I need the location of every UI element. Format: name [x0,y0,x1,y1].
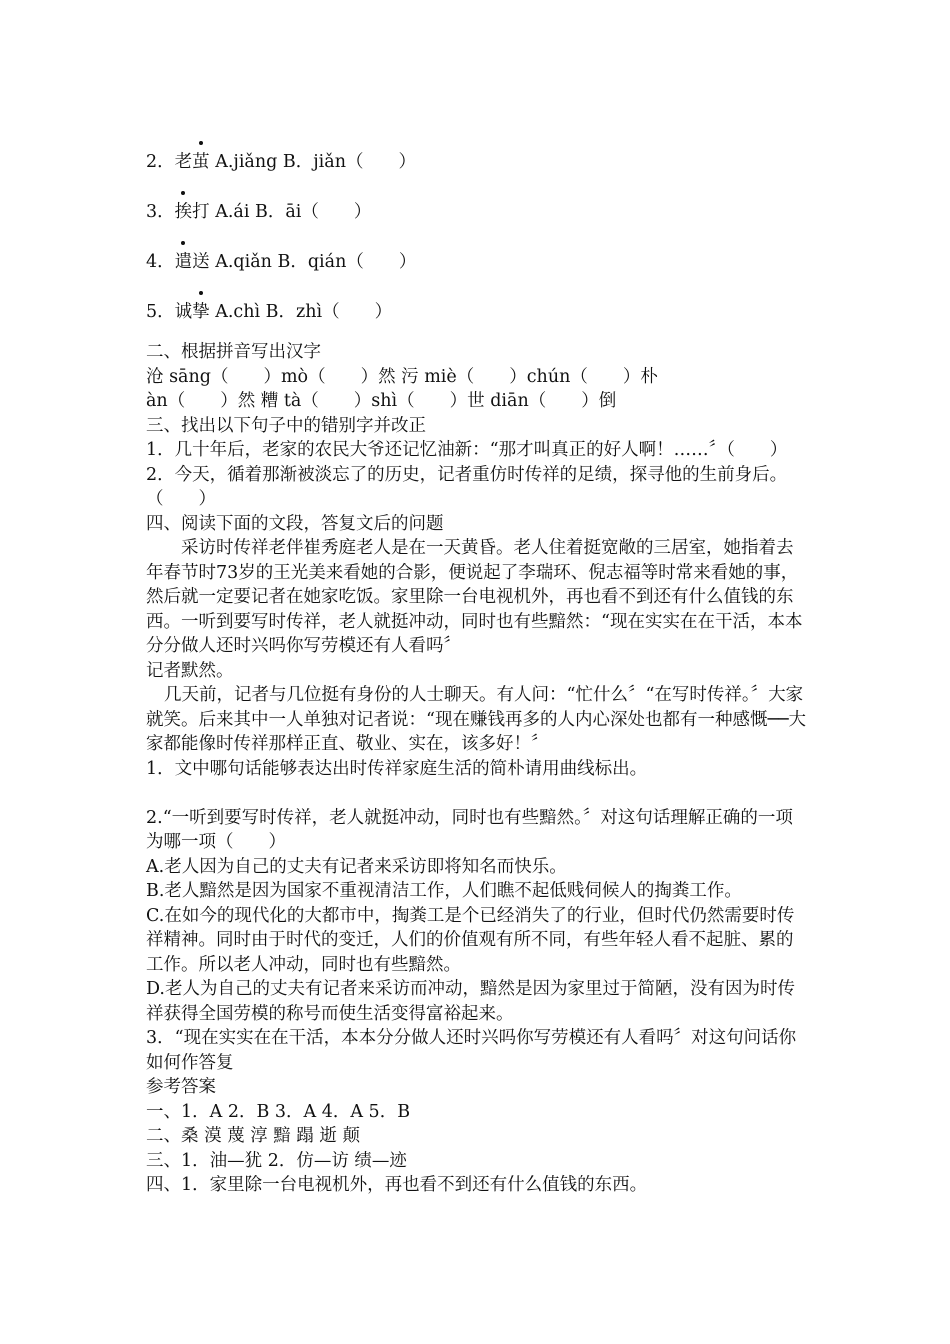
question-number: 4． [146,252,175,272]
answer-section-2: 二、桑 漠 蔑 淳 黯 蹋 逝 颠 [146,1126,360,1146]
option-c: C.在如今的现代化的大都市中，掏粪工是个已经消失了的行业，但时代仍然需要时传祥精神。同时由于时代的变迁，人们的价值观有所不同，有些年轻人看不起脏、累的工作。所以老人冲动，同时也有些黯然。 [146,905,795,975]
dotted-character: 遣 [174,252,193,272]
blank-answer-space [146,781,806,806]
dotted-character: 挨 [174,202,193,222]
reading-question-3: 3．“现在实实在在干活，本本分分做人还时兴吗你写劳模还有人看吗〞对这句问话你如何作答复 [146,1028,797,1073]
pinyin-line-2: àn（ ）然 糟 tà（ ）shì（ ）世 diān（ ）倒 [146,391,617,411]
word-suffix: 打 [192,202,210,222]
word-prefix: 诚 [174,302,193,322]
question-number: 5． [146,302,175,322]
answer-section-4: 四、1．家里除一台电视机外，再也看不到还有什么值钱的东西。 [146,1175,648,1195]
dotted-character: 挚 [192,302,210,322]
pinyin-question-3 [146,190,806,240]
answer-options: A.ái B．āi（ ） [209,202,372,222]
correction-question-1: 1．几十年后，老家的农民大爷还记忆油新：“那才叫真正的好人啊！……〞（ ） [146,440,788,460]
reading-paragraph-1: 采访时传祥老伴崔秀庭老人是在一天黄昏。老人住着挺宽敞的三居室，她指着去年春节时73岁的王光美来看她的合影，便说起了李瑞环、倪志福等时常来看她的事，然后就一定要记者在她家吃饭。家里除一台电视机外，再也看不到还有什么值钱的东西。一听到要写时传祥，老人就挺冲动，同时也有些黯然：“现在实实在在干活，本本分分做人还时兴吗你写劳模还有人看吗〞 [146,538,803,656]
word-suffix: 送 [192,252,210,272]
answer-options: A.qiǎn B．qián（ ） [209,252,417,272]
question-number: 2． [146,152,175,172]
pinyin-question-4 [146,240,806,290]
answer-options: A.chì B．zhì（ ） [209,302,393,322]
reading-question-1: 1．文中哪句话能够表达出时传祥家庭生活的简朴请用曲线标出。 [146,758,648,779]
dotted-character: 茧 [192,152,210,172]
option-b: B.老人黯然是因为国家不重视清洁工作，人们瞧不起低贱伺候人的掏粪工作。 [146,881,742,901]
word-prefix: 老 [174,152,193,172]
document-content [146,140,806,1198]
reading-paragraph-2: 几天前，记者与几位挺有身份的人士聊天。有人问：“忙什么〞“在写时传祥。〞大家就笑。后来其中一人单独对记者说：“现在赚钱再多的人内心深处也都有一种感慨──大家都能像时传祥那样正直、敬业、实在，该多好！〞 [146,685,807,754]
reading-paragraph-1b: 记者默然。 [146,660,234,681]
option-d: D.老人为自己的丈夫有记者来采访而冲动，黯然是因为家里过于简陋，没有因为时传祥获得全国劳模的称号而使生活变得富裕起来。 [146,979,795,1024]
pinyin-question-2 [146,140,806,190]
option-a: A.老人因为自己的丈夫有记者来采访即将知名而快乐。 [146,856,567,877]
answers-heading: 参考答案 [146,1077,216,1097]
answer-section-1: 一、1．A 2．B 3．A 4．A 5．B [146,1101,411,1122]
question-number: 3． [146,202,175,222]
section-4-heading: 四、阅读下面的文段，答复文后的问题 [146,513,444,534]
answer-section-3: 三、1．油—犹 2．仿—访 绩—迹 [146,1150,407,1171]
section-2-heading: 二、根据拼音写出汉字 [146,342,321,362]
answer-options: A.jiǎng B．jiǎn（ ） [209,152,416,172]
reading-question-2: 2.“一听到要写时传祥，老人就挺冲动，同时也有些黯然。〞对这句话理解正确的一项为哪一项（ ） [146,807,793,852]
section-3-heading: 三、找出以下句子中的错别字并改正 [146,415,426,436]
pinyin-question-5 [146,290,806,340]
correction-question-2: 2．今天，循着那渐被淡忘了的历史，记者重仿时传祥的足绩，探寻他的生前身后。（ ） [146,464,788,509]
pinyin-line-1: 沧 sāng（ ）mò（ ）然 污 miè（ ）chún（ ）朴 [146,366,658,387]
